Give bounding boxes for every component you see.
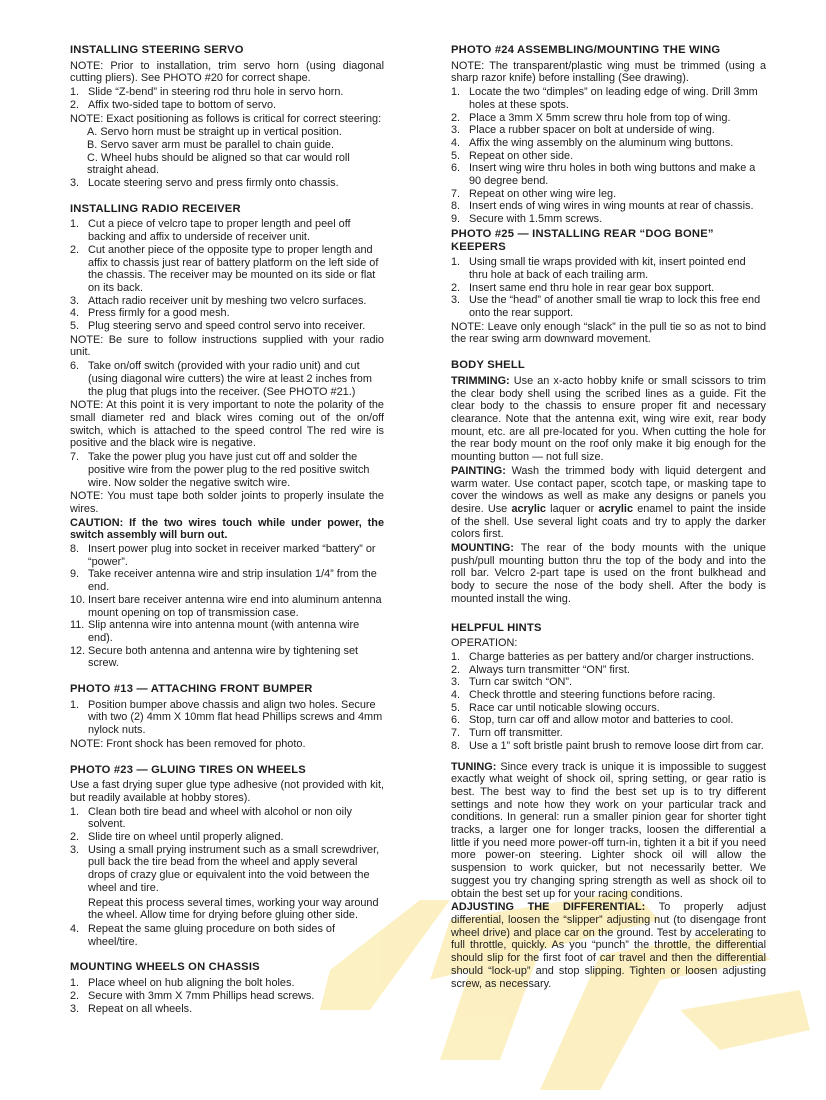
list-item: 1. Position bumper above chassis and align two holes. Secure with two (2) 4mm X 10mm flat head Phillips screws and 4mm nylock nuts. [70,698,383,737]
sub-item: A. Servo horn must be straight up in vertical position. [87,126,342,139]
list-item: 2. Always turn transmitter “ON” first. [451,663,630,676]
note: NOTE: Front shock has been removed for photo. [70,737,306,750]
note: NOTE: Exact positioning as follows is critical for correct steering: [70,112,382,125]
section-gluing-tires [70,764,384,949]
list-item: 1. Place wheel on hub aligning the bolt holes. [70,977,295,990]
section-heading: INSTALLING RADIO RECEIVER [70,202,241,215]
section-heading: PHOTO #25 — INSTALLING REAR “DOG BONE” KEEPERS [451,227,714,253]
section-mounting-wing [451,44,766,226]
list-item: 6. Take on/off switch (provided with your radio unit) and cut (using diagonal wire cutters) the wire at least 2 inches from the plug that plugs into the receiver. (See PHOTO #21.) [70,360,372,398]
list-item: 7. Turn off transmitter. [451,727,563,740]
painting-label: PAINTING: [451,464,506,477]
list-item: 7. Repeat on other wing wire leg. [451,187,617,200]
list-item: 3. Using a small prying instrument such as a small screwdriver, pull back the tire bead from the wheel and apply several drops of crazy glue or equivalent into the void between the wheel and tire. [70,843,380,894]
note: NOTE: Be sure to follow instructions supplied with your radio unit. [70,333,384,359]
steps-list [70,451,384,489]
mounting-label: MOUNTING: [451,542,514,555]
section-heading: HELPFUL HINTS [451,621,542,634]
list-item: 3. Turn car switch “ON”. [451,676,573,689]
note: NOTE: At this point it is very important to note the polarity of the small diameter red and black wires coming out of the on/off switch, which is attached to the speed control The red wire is positive and the black wire is negative. [70,399,384,450]
list-item: 5. Plug steering servo and speed control servo into receiver. [70,320,366,333]
list-item: 3. Attach radio receiver unit by meshing two velcro surfaces. [70,294,367,307]
trimming-paragraph: TRIMMING: Use an x-acto hobby knife or small scissors to trim the clear body shell using the scribed lines as a guide. Fit the clear body to the chassis to ensure proper fit and necessary clearance. Note that the antenna exit, wing wire exit, rear body mount, etc. are all pre-located for you. When cutting the hole for the rear body mount on the roof only make it big enough for the mounting button — not full size. [451,374,766,464]
note: NOTE: The transparent/plastic wing must be trimmed (using a sharp razor knife) before installing (See drawing). [451,59,766,85]
list-item: 2. Place a 3mm X 5mm screw thru hole from top of wing. [451,111,731,124]
list-item: 8. Insert power plug into socket in receiver marked “battery” or “power”. [70,543,376,568]
list-item: 12. Secure both antenna and antenna wire by tightening set screw. [70,644,359,670]
list-item: 4. Press firmly for a good mesh. [70,307,230,320]
steps-list [451,256,766,320]
list-item: 3. Repeat on all wheels. [70,1002,193,1015]
list-item: 3. Use the “head” of another small tie wrap to lock this free end onto the rear support. [451,294,761,320]
section-installing-steering-servo [70,44,384,190]
acrylic-emphasis: acrylic [598,502,634,515]
section-dog-bone-keepers [451,228,766,346]
list-item: 1. Locate the two “dimples” on leading edge of wing. Drill 3mm holes at these spots. [451,86,758,111]
continuation-text: Repeat this process several times, working your way around the wheel. Allow time for drying before gluing other side. [88,896,379,922]
differential-label: ADJUSTING THE DIFFERENTIAL: [451,901,646,914]
left-column [70,44,384,1028]
steps-list [70,177,384,190]
list-item: 5. Race car until noticable slowing occurs. [451,701,660,714]
list-item: 1. Using small tie wraps provided with kit, insert pointed end thru hole at back of each trailing arm. [451,256,746,281]
note: NOTE: You must tape both solder joints to properly insulate the wires. [70,490,384,515]
steps-list [451,86,766,226]
section-heading: PHOTO #23 — GLUING TIRES ON WHEELS [70,763,306,776]
list-item: 1. Cut a piece of velcro tape to proper length and peel off backing and affix to underside of receiver unit. [70,218,351,244]
section-body-shell [451,359,766,605]
caution-text: CAUTION: If the two wires touch while under power, the switch assembly will burn out. [70,516,384,542]
list-item: 6. Stop, turn car off and allow motor and batteries to cool. [451,714,734,727]
section-heading: PHOTO #24 ASSEMBLING/MOUNTING THE WING [451,44,721,56]
list-item: 2. Insert same end thru hole in rear gear box support. [451,281,715,294]
list-item: 4. Check throttle and steering functions before racing. [451,689,716,702]
list-item: 2. Cut another piece of the opposite type to proper length and affix to chassis just rear of battery platform on the left side of the chassis. The receiver may be mounted on its side or flat on its back. [70,243,379,294]
mounting-paragraph: MOUNTING: The rear of the body mounts with the unique push/pull mounting button thru the top of the body and into the roll bar. Velcro 2-part tape is used on the front bulkhead and body to secure the nose of the body shell. After the body is mounted install the wing. [451,542,766,605]
steps-list [70,977,384,1015]
list-item: 7. Take the power plug you have just cut off and solder the positive wire from the power plug to the red positive switch wire. Now solder the negative switch wire. [70,451,370,489]
section-installing-radio-receiver [70,203,384,670]
steps-list [70,218,384,332]
steps-list [70,806,384,895]
list-item: 6. Insert wing wire thru holes in both wing buttons and make a 90 degree bend. [451,162,756,188]
section-attaching-front-bumper [70,683,384,751]
section-helpful-hints [451,622,766,991]
section-heading: BODY SHELL [451,359,525,372]
section-heading: PHOTO #13 — ATTACHING FRONT BUMPER [70,683,313,696]
list-item: 2. Slide tire on wheel until properly aligned. [70,831,284,844]
list-item: 11. Slip antenna wire into antenna mount (with antenna wire end). [70,619,360,644]
tuning-label: TUNING: [451,760,497,773]
list-item: 2. Affix two-sided tape to bottom of servo. [70,98,277,111]
right-column [451,44,766,1003]
list-item: 1. Clean both tire bead and wheel with alcohol or non oily solvent. [70,805,352,831]
sub-item: C. Wheel hubs should be aligned so that car would roll straight ahead. [87,151,350,177]
steps-list [70,699,384,737]
tuning-paragraph: TUNING: Since every track is unique it is impossible to suggest exactly what weight of shock oil, spring setting, or gear ratio is best. The best way to find the best set up is to try different settings and note how they work on your particular track and conditions. In general: run a smaller pinion gear for shorter tight tracks, a larger one for longer tracks, loosen the differential a little if you need more power-off turn-in, tighten it a bit if you need more power-on steering. Lighter shock oil will allow the suspension to work quicker, but not necessarily better. We suggest you try changing spring strength as well as shock oil to obtain the best set up for your racing conditions. [451,760,766,900]
list-item: 1. Charge batteries as per battery and/or charger instructions. [451,650,755,663]
list-item: 2. Secure with 3mm X 7mm Phillips head screws. [70,989,315,1002]
steps-list [70,360,384,398]
steps-list [70,86,384,111]
sub-list [70,126,384,177]
section-mounting-wheels [70,961,384,1015]
intro-text: Use a fast drying super glue type adhesive (not provided with kit, but readily available at hobby stores). [70,779,384,804]
acrylic-emphasis: acrylic [511,502,546,515]
list-item: 9. Secure with 1.5mm screws. [451,213,603,226]
note: NOTE: Prior to installation, trim servo horn (using diagonal cutting pliers). See PHOTO #20 for correct shape. [70,59,384,85]
steps-list [451,651,766,753]
list-item: 1. Slide “Z-bend” in steering rod thru hole in servo horn. [70,86,344,99]
list-item: 8. Insert ends of wing wires in wing mounts at rear of chassis. [451,200,754,213]
list-item: 10. Insert bare receiver antenna wire end into aluminum antenna mount opening on top of transmission case. [70,593,382,619]
list-item: 5. Repeat on other side. [451,149,574,162]
list-item: 8. Use a 1” soft bristle paint brush to remove loose dirt from car. [451,739,764,752]
painting-paragraph: PAINTING: Wash the trimmed body with liquid detergent and warm water. Use contact paper, scotch tape, or masking tape to cover the windows as well as make any designs or panels you desire. Use acrylic laquer or acrylic enamel to paint the inside of the shell. Use several light coats and try to apply the darker colors first. [451,464,766,541]
section-heading: MOUNTING WHEELS ON CHASSIS [70,961,260,974]
note: NOTE: Leave only enough “slack” in the pull tie so as not to bind the rear swing arm downward movement. [451,320,766,346]
steps-list [70,923,384,948]
list-item: 3. Place a rubber spacer on bolt at underside of wing. [451,124,715,137]
differential-paragraph: ADJUSTING THE DIFFERENTIAL: To properly adjust differential, loosen the “slipper” adjusting nut (to disengage front wheel drive) and place car on the ground. Test by accelerating to full throttle, quickly. As you “punch” the throttle, the differential should slip for the first foot of car travel and then the differential should “lock-up” and stop slipping. Tighten or loosen adjusting screw, as necessary. [451,901,766,990]
sub-item: B. Servo saver arm must be parallel to chain guide. [87,138,334,151]
list-item: 9. Take receiver antenna wire and strip insulation 1/4” from the end. [70,568,377,594]
operation-label: OPERATION: [451,637,518,650]
list-item: 4. Affix the wing assembly on the aluminum wing buttons. [451,136,734,149]
list-item: 3. Locate steering servo and press firmly onto chassis. [70,177,339,190]
trimming-label: TRIMMING: [451,374,510,387]
list-item: 4. Repeat the same gluing procedure on both sides of wheel/tire. [70,923,336,948]
steps-list [70,543,384,670]
section-heading: INSTALLING STEERING SERVO [70,44,244,56]
